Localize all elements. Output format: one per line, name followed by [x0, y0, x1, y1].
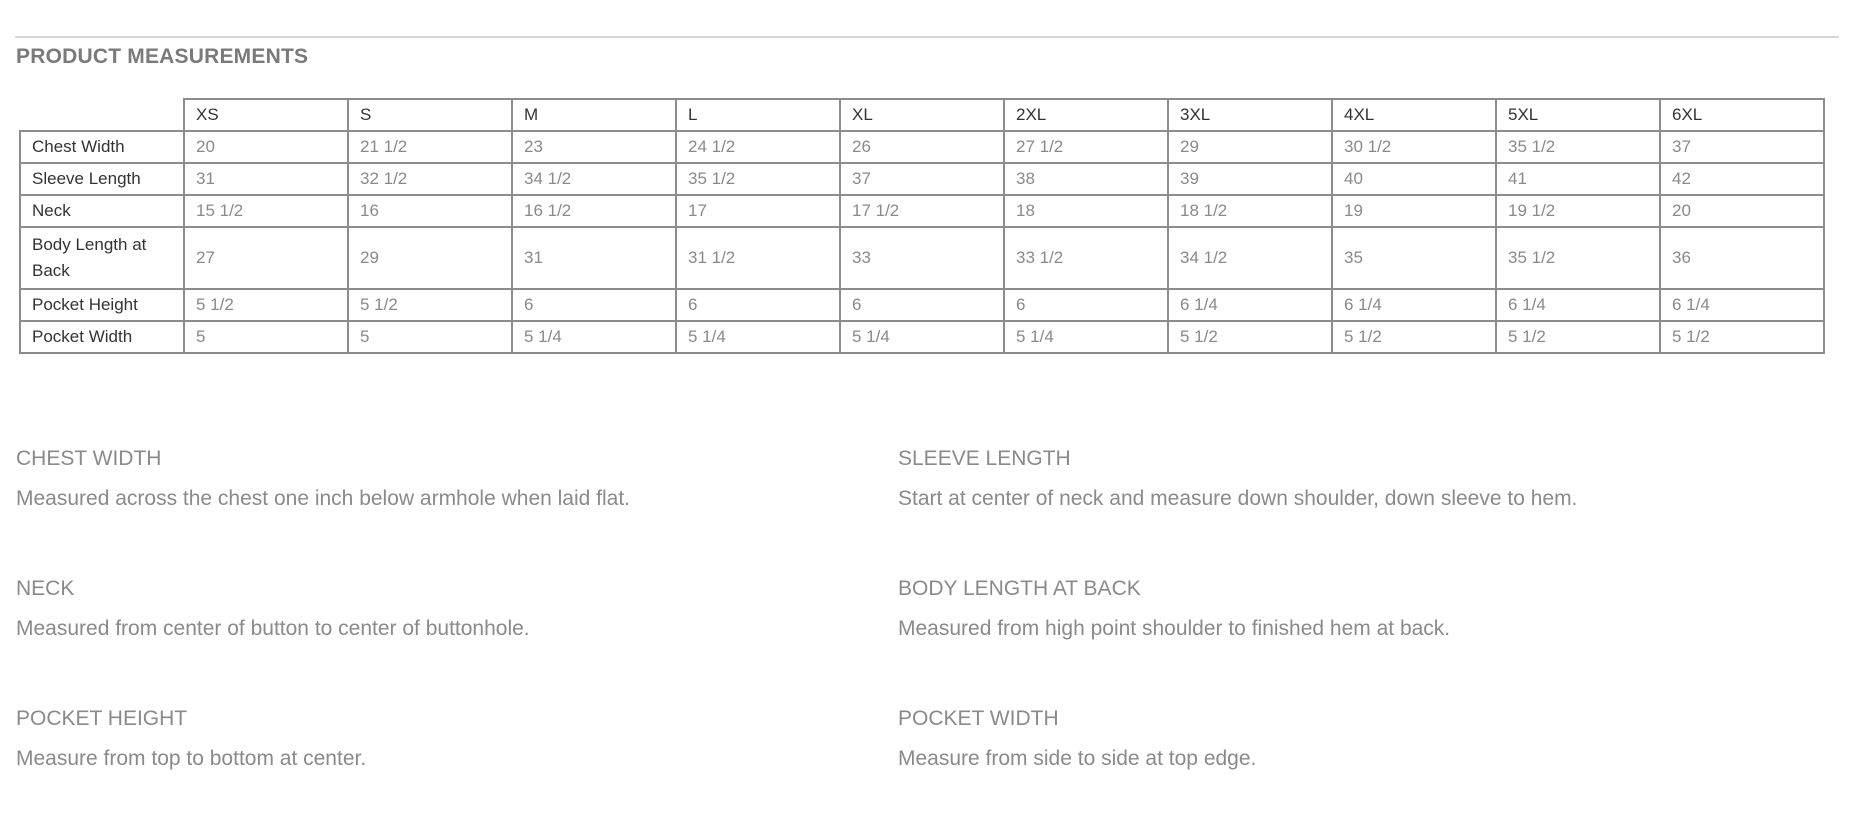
neck-description	[16, 577, 876, 640]
table-cell: 17	[676, 195, 840, 227]
table-cell: 32 1/2	[348, 163, 512, 195]
table-cell: 5	[184, 321, 348, 353]
table-row-chest-width	[20, 131, 1824, 163]
table-cell: 6 1/4	[1496, 289, 1660, 321]
table-cell: 24 1/2	[676, 131, 840, 163]
table-cell: 33 1/2	[1004, 227, 1168, 289]
table-cell: 34 1/2	[1168, 227, 1332, 289]
table-cell: 5 1/4	[1004, 321, 1168, 353]
table-cell: 6	[676, 289, 840, 321]
table-cell: 6 1/4	[1168, 289, 1332, 321]
table-cell: 29	[1168, 131, 1332, 163]
table-cell: 5 1/4	[512, 321, 676, 353]
row-label: Sleeve Length	[20, 163, 184, 195]
table-cell: 37	[1660, 131, 1824, 163]
size-header-m: M	[512, 99, 676, 131]
table-cell: 16 1/2	[512, 195, 676, 227]
row-label: Neck	[20, 195, 184, 227]
description-text: Measured across the chest one inch below armhole when laid flat.	[16, 487, 631, 510]
table-cell: 31 1/2	[676, 227, 840, 289]
description-text: Measure from side to side at top edge.	[898, 747, 1257, 770]
table-cell: 18	[1004, 195, 1168, 227]
table-cell: 6 1/4	[1660, 289, 1824, 321]
table-cell: 35 1/2	[1496, 227, 1660, 289]
table-cell: 40	[1332, 163, 1496, 195]
table-cell: 26	[840, 131, 1004, 163]
table-cell: 23	[512, 131, 676, 163]
table-cell: 34 1/2	[512, 163, 676, 195]
description-title: NECK	[16, 577, 75, 600]
table-row-pocket-width	[20, 321, 1824, 353]
table-cell: 6 1/4	[1332, 289, 1496, 321]
table-cell: 5 1/4	[676, 321, 840, 353]
table-cell: 5 1/2	[1168, 321, 1332, 353]
size-header-2xl: 2XL	[1004, 99, 1168, 131]
table-cell: 29	[348, 227, 512, 289]
description-title: POCKET HEIGHT	[16, 707, 188, 730]
table-cell: 19	[1332, 195, 1496, 227]
size-header-4xl: 4XL	[1332, 99, 1496, 131]
size-header-xs: XS	[184, 99, 348, 131]
size-header-s: S	[348, 99, 512, 131]
measurements-table	[19, 98, 1825, 354]
table-cell: 27	[184, 227, 348, 289]
size-header-3xl: 3XL	[1168, 99, 1332, 131]
table-cell: 41	[1496, 163, 1660, 195]
row-label: Chest Width	[20, 131, 184, 163]
size-header-xl: XL	[840, 99, 1004, 131]
table-cell: 27 1/2	[1004, 131, 1168, 163]
size-header-5xl: 5XL	[1496, 99, 1660, 131]
table-cell: 15 1/2	[184, 195, 348, 227]
row-label: Pocket Width	[20, 321, 184, 353]
table-corner	[20, 99, 184, 131]
table-cell: 35 1/2	[1496, 131, 1660, 163]
row-label: Body Length at Back	[20, 227, 184, 289]
table-cell: 33	[840, 227, 1004, 289]
table-cell: 5 1/2	[184, 289, 348, 321]
size-header-6xl: 6XL	[1660, 99, 1824, 131]
table-row-body-length	[20, 227, 1824, 289]
sleeve-length-description	[898, 447, 1758, 510]
table-row-neck	[20, 195, 1824, 227]
description-text: Measured from center of button to center of buttonhole.	[16, 617, 530, 640]
size-header-row	[20, 99, 1824, 131]
table-cell: 42	[1660, 163, 1824, 195]
size-header-l: L	[676, 99, 840, 131]
table-cell: 6	[840, 289, 1004, 321]
table-cell: 5 1/2	[348, 289, 512, 321]
table-cell: 5 1/2	[1332, 321, 1496, 353]
pocket-height-description	[16, 707, 876, 770]
table-cell: 5 1/4	[840, 321, 1004, 353]
top-divider	[15, 36, 1839, 38]
table-cell: 21 1/2	[348, 131, 512, 163]
chest-width-description	[16, 447, 876, 510]
table-cell: 30 1/2	[1332, 131, 1496, 163]
description-title: CHEST WIDTH	[16, 447, 162, 470]
table-row-sleeve-length	[20, 163, 1824, 195]
table-cell: 31	[512, 227, 676, 289]
page-title: PRODUCT MEASUREMENTS	[16, 45, 309, 68]
description-title: POCKET WIDTH	[898, 707, 1059, 730]
table-cell: 5 1/2	[1660, 321, 1824, 353]
table-cell: 35 1/2	[676, 163, 840, 195]
body-length-description	[898, 577, 1758, 640]
table-cell: 31	[184, 163, 348, 195]
description-title: SLEEVE LENGTH	[898, 447, 1071, 470]
table-cell: 5 1/2	[1496, 321, 1660, 353]
description-text: Measured from high point shoulder to finished hem at back.	[898, 617, 1451, 640]
table-cell: 19 1/2	[1496, 195, 1660, 227]
table-cell: 6	[1004, 289, 1168, 321]
row-label: Pocket Height	[20, 289, 184, 321]
table-row-pocket-height	[20, 289, 1824, 321]
table-cell: 39	[1168, 163, 1332, 195]
description-text: Measure from top to bottom at center.	[16, 747, 367, 770]
pocket-width-description	[898, 707, 1758, 770]
description-title: BODY LENGTH AT BACK	[898, 577, 1141, 600]
table-cell: 20	[1660, 195, 1824, 227]
table-cell: 37	[840, 163, 1004, 195]
table-cell: 35	[1332, 227, 1496, 289]
description-text: Start at center of neck and measure down shoulder, down sleeve to hem.	[898, 487, 1578, 510]
table-cell: 36	[1660, 227, 1824, 289]
table-cell: 17 1/2	[840, 195, 1004, 227]
table-cell: 20	[184, 131, 348, 163]
table-cell: 5	[348, 321, 512, 353]
table-cell: 38	[1004, 163, 1168, 195]
table-cell: 16	[348, 195, 512, 227]
table-cell: 6	[512, 289, 676, 321]
table-cell: 18 1/2	[1168, 195, 1332, 227]
